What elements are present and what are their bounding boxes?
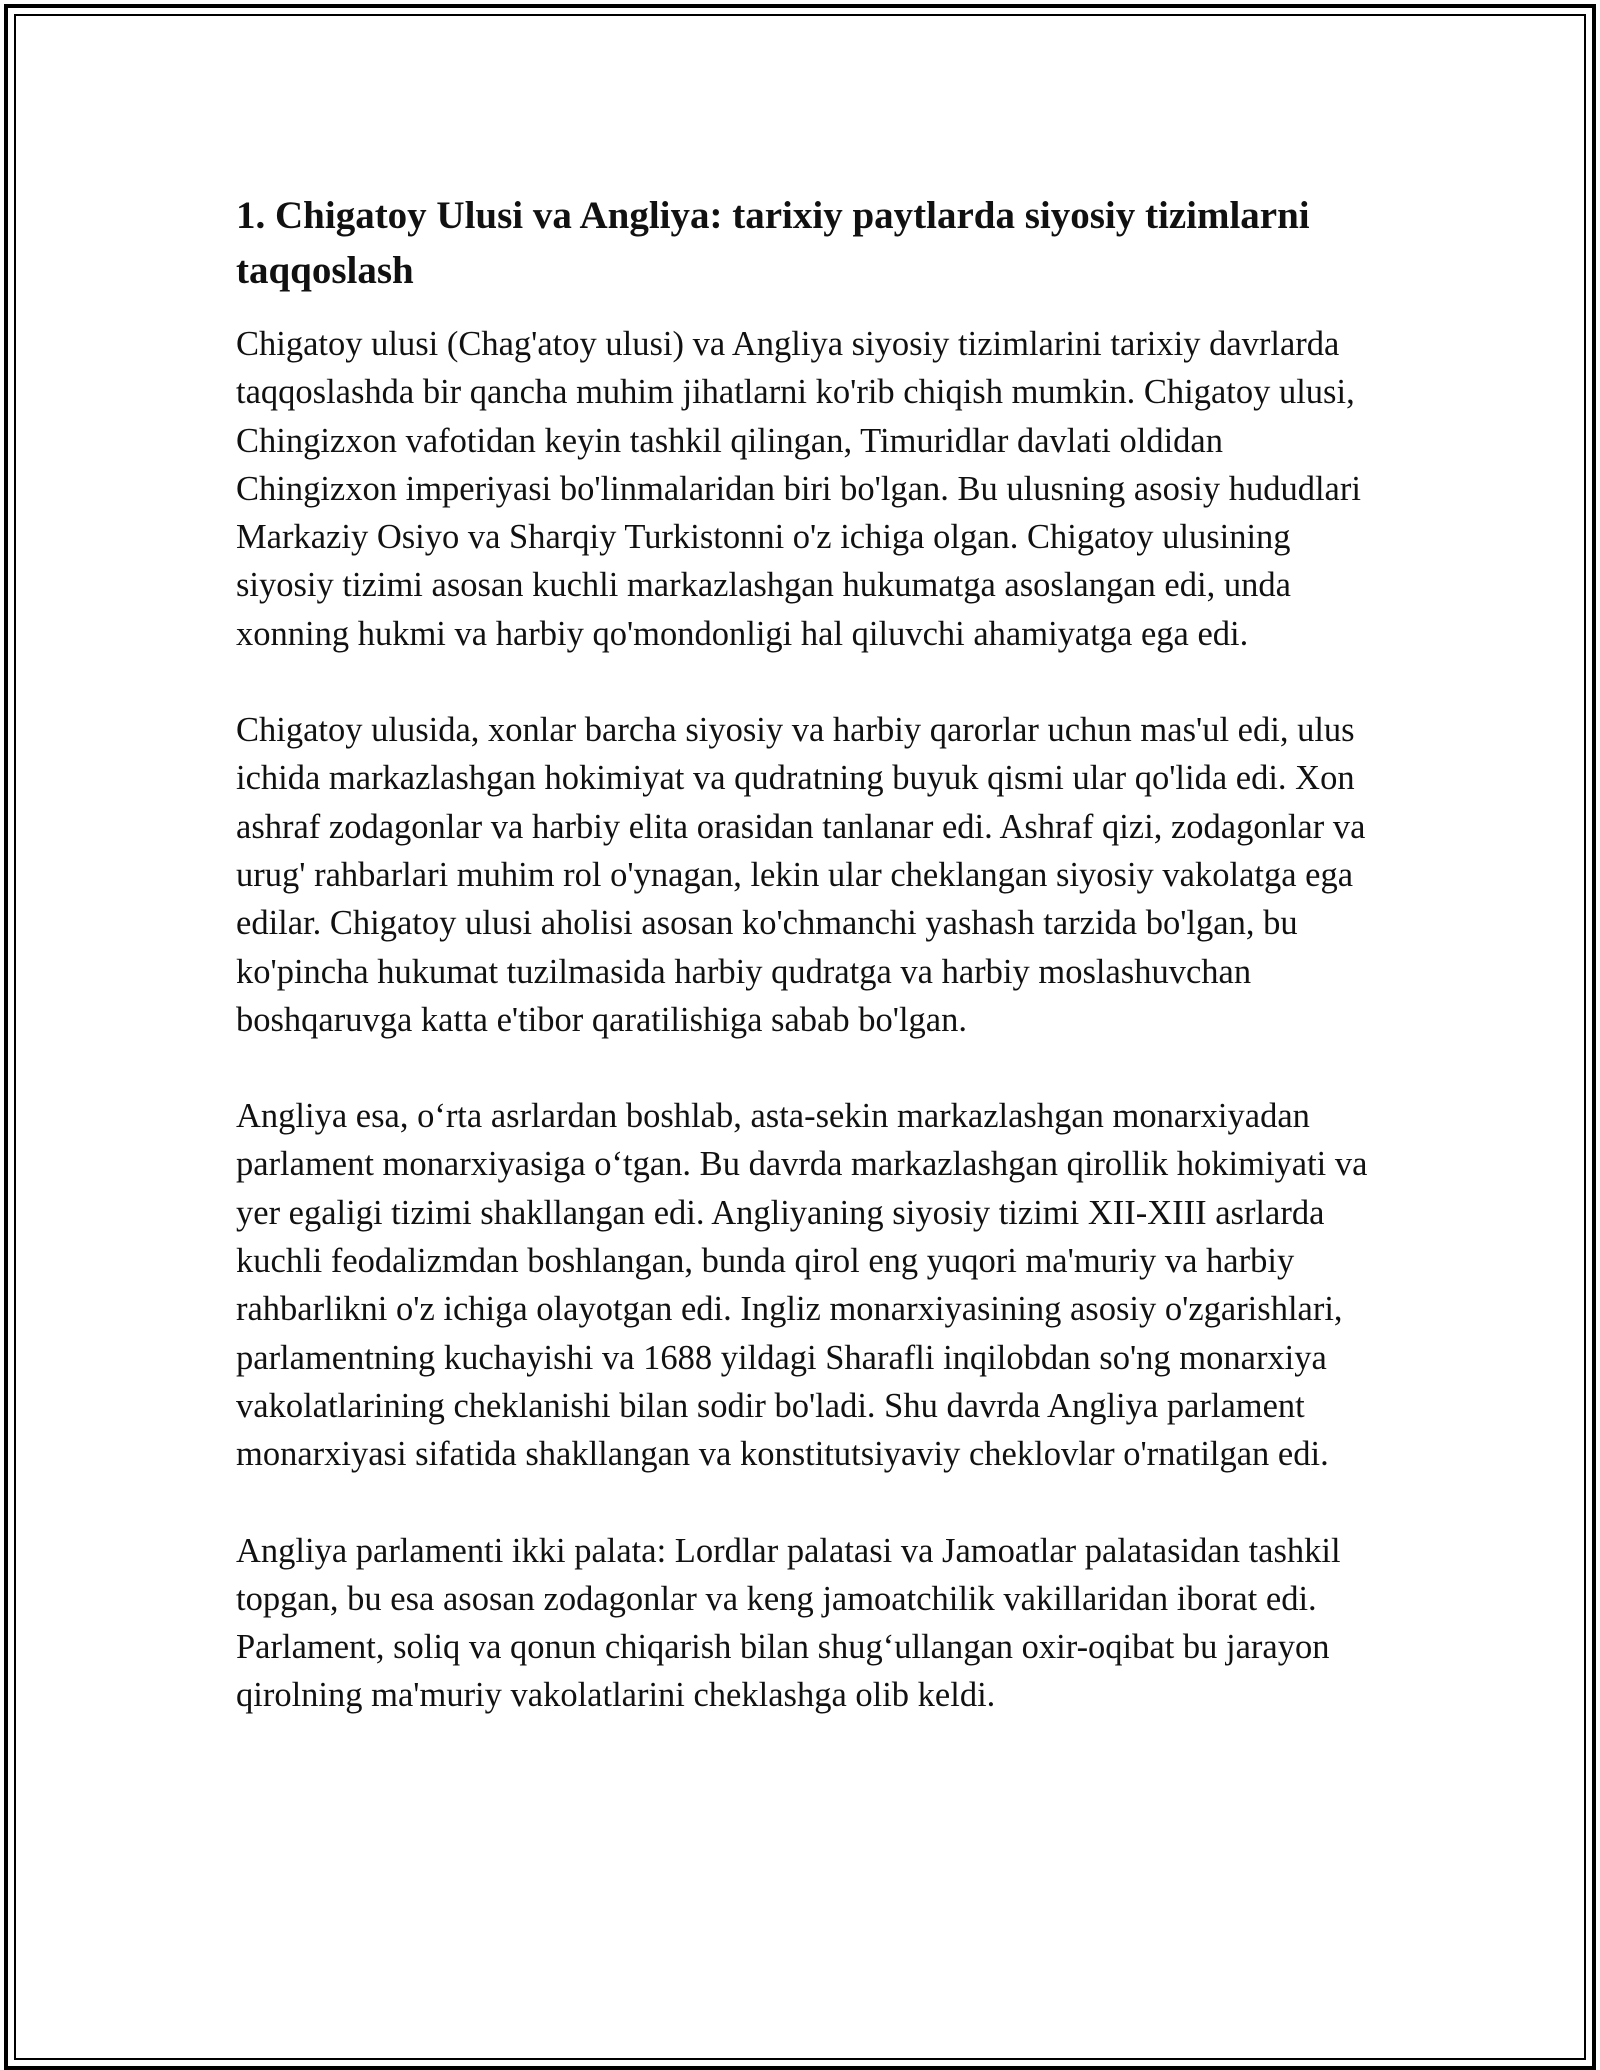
paragraph-3: Angliya esa, o‘rta asrlardan boshlab, asta-sekin markazlashgan monarxiyadan parlament monarxiyasiga o‘tgan. Bu davrda markazlashgan qirollik hokimiyati va yer egaligi tizimi shakllangan edi. Angliyaning siyosiy tizimi XII-XIII asrlarda kuchli feodalizmdan boshlangan, bunda qirol eng yuqori ma'muriy va harbiy rahbarlikni o'z ichiga olayotgan edi. Ingliz monarxiyasining asosiy o'zgarishlari, parlamentning kuchayishi va 1688 yildagi Sharafli inqilobdan so'ng monarxiya vakolatlarining cheklanishi bilan sodir bo'ladi. Shu davrda Angliya parlament monarxiyasi sifatida shakllangan va konstitutsiyaviy cheklovlar o'rnatilgan edi.: [236, 1097, 1368, 1474]
document-body: [236, 188, 1386, 1768]
paragraph-2: Chigatoy ulusida, xonlar barcha siyosiy va harbiy qarorlar uchun mas'ul edi, ulus ichida markazlashgan hokimiyat va qudratning buyuk qismi ular qo'lida edi. Xon ashraf zodagonlar va harbiy elita orasidan tanlanar edi. Ashraf qizi, zodagonlar va urug' rahbarlari muhim rol o'ynagan, lekin ular cheklangan siyosiy vakolatga ega edilar. Chigatoy ulusi aholisi asosan ko'chmanchi yashash tarzida bo'lgan, bu ko'pincha hukumat tuzilmasida harbiy qudratga va harbiy moslashuvchan boshqaruvga katta e'tibor qaratilishiga sabab bo'lgan.: [236, 711, 1366, 1039]
paragraph-1: Chigatoy ulusi (Chag'atoy ulusi) va Angliya siyosiy tizimlarini tarixiy davrlarda taqqoslashda bir qancha muhim jihatlarni ko'rib chiqish mumkin. Chigatoy ulusi, Chingizxon vafotidan keyin tashkil qilingan, Timuridlar davlati oldidan Chingizxon imperiyasi bo'linmalaridan biri bo'lgan. Bu ulusning asosiy hududlari Markaziy Osiyo va Sharqiy Turkistonni o'z ichiga olgan. Chigatoy ulusining siyosiy tizimi asosan kuchli markazlashgan hukumatga asoslangan edi, unda xonning hukmi va harbiy qo'mondonligi hal qiluvchi ahamiyatga ega edi.: [236, 325, 1361, 653]
section-heading: 1. Chigatoy Ulusi va Angliya: tarixiy paytlarda siyosiy tizimlarni taqqoslash: [236, 194, 1310, 292]
paragraph-4: Angliya parlamenti ikki palata: Lordlar palatasi va Jamoatlar palatasidan tashkil topgan, bu esa asosan zodagonlar va keng jamoatchilik vakillaridan iborat edi. Parlament, soliq va qonun chiqarish bilan shug‘ullangan oxir-oqibat bu jarayon qirolning ma'muriy vakolatlarini cheklashga olib keldi.: [236, 1531, 1341, 1715]
